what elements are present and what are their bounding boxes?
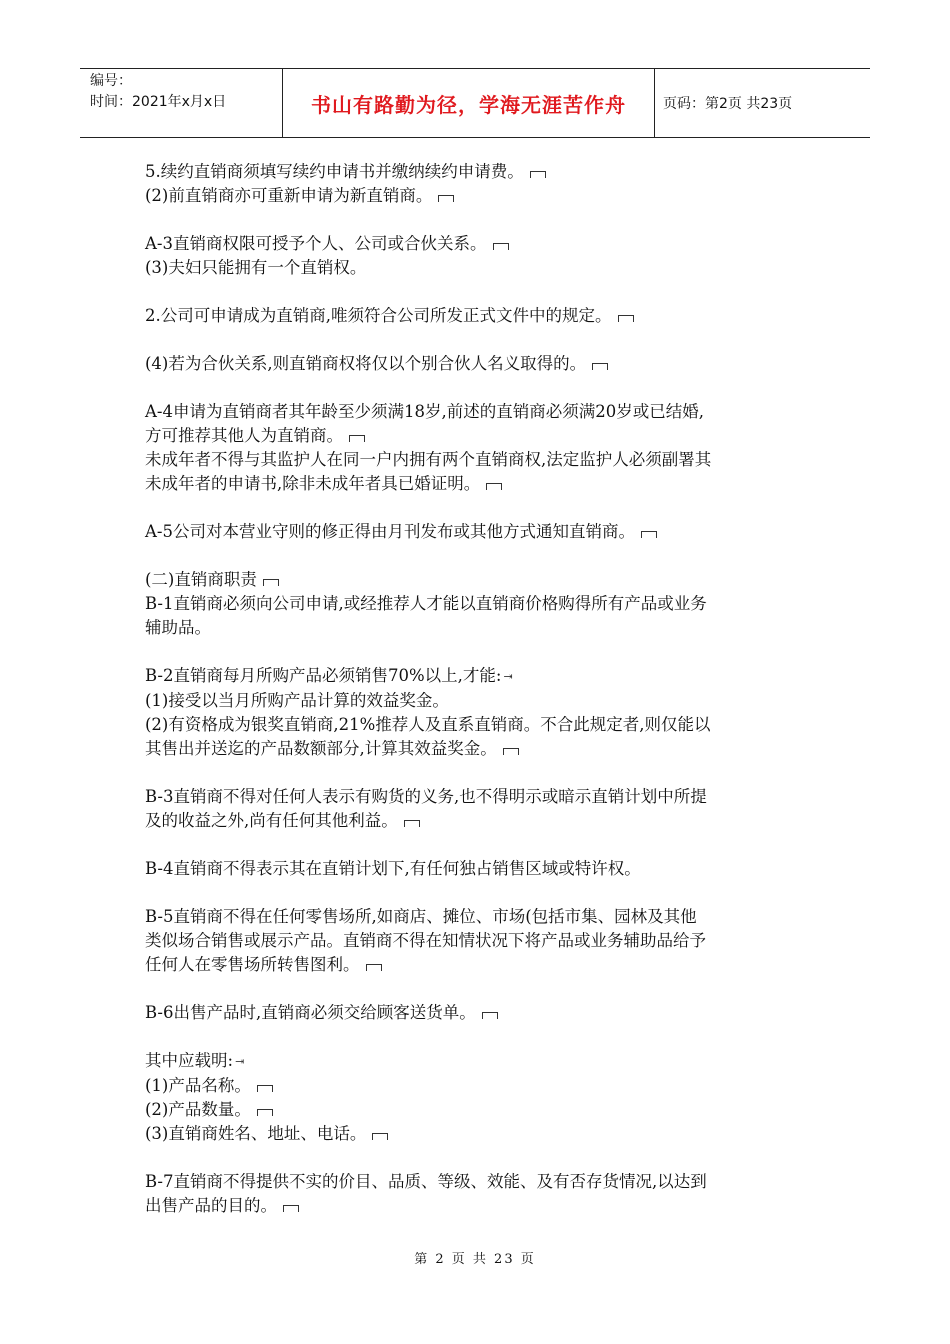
line-text: 出售产品的目的。 [145,1196,277,1215]
text-line [145,448,810,472]
line-text: (3)夫妇只能拥有一个直销权。 [145,258,367,277]
line-text: B-1直销商必须向公司申请,或经推荐人才能以直销商价格购得所有产品或业务 [145,594,707,613]
line-text: (1)产品名称。 [145,1076,251,1095]
text-line [145,1074,810,1098]
paragraph [145,232,810,280]
text-line [145,713,810,737]
text-line [145,664,810,689]
paragraph [145,857,810,881]
line-text: (1)接受以当月所购产品计算的效益奖金。 [145,691,449,710]
paragraph-mark-icon [404,820,420,827]
text-line [145,160,810,184]
line-text: B-5直销商不得在任何零售场所,如商店、摊位、市场(包括市集、园林及其他 [145,907,697,926]
header-meta [80,69,283,137]
paragraph [145,1001,810,1025]
text-line [145,520,810,544]
text-line [145,905,810,929]
text-line [145,857,810,881]
paragraph-mark-icon [372,1133,388,1140]
line-text: 类似场合销售或展示产品。直销商不得在知情状况下将产品或业务辅助品给予 [145,931,706,950]
line-text: 其售出并送迄的产品数额部分,计算其效益奖金。 [145,739,497,758]
paragraph [145,400,810,496]
text-line [145,953,810,977]
text-line [145,184,810,208]
text-line [145,929,810,953]
paragraph-mark-icon [283,1205,299,1212]
paragraph-mark-icon [493,243,509,250]
line-text: A-4申请为直销商者其年龄至少须满18岁,前述的直销商必须满20岁或已结婚, [145,402,704,421]
paragraph-mark-icon [641,531,657,538]
line-text: (4)若为合伙关系,则直销商权将仅以个别合伙人名义取得的。 [145,354,587,373]
paragraph-mark-icon [486,483,502,490]
line-text: A-5公司对本营业守则的修正得由月刊发布或其他方式通知直销商。 [145,522,635,541]
paragraph [145,520,810,544]
line-text: (2)产品数量。 [145,1100,251,1119]
paragraph-mark-icon [263,579,279,586]
line-text: B-7直销商不得提供不实的价目、品质、等级、效能、及有否存货情况,以达到 [145,1172,707,1191]
line-text: 2.公司可申请成为直销商,唯须符合公司所发正式文件中的规定。 [145,306,612,325]
document-body [145,160,810,1242]
line-text: 其中应载明: [145,1051,234,1070]
paragraph-mark-icon [438,195,454,202]
paragraph [145,785,810,833]
time-label: 时间：2021年x月x日 [90,94,227,110]
paragraph-mark-icon [503,748,519,755]
text-line [145,352,810,376]
line-text: (二)直销商职责 [145,570,257,589]
text-line [145,737,810,761]
text-line [145,400,810,424]
text-line [145,809,810,833]
paragraph [145,304,810,328]
line-text: 辅助品。 [145,618,211,637]
header-page-info: 页码：第2页 共23页 [663,96,793,112]
text-line [145,568,810,592]
tab-mark-icon: ⇥ [235,1055,245,1068]
line-text: B-3直销商不得对任何人表示有购货的义务,也不得明示或暗示直销计划中所提 [145,787,707,806]
paragraph-mark-icon [257,1085,273,1092]
paragraph-mark-icon [618,315,634,322]
paragraph [145,664,810,761]
text-line [145,1001,810,1025]
paragraph-mark-icon [257,1109,273,1116]
text-line [145,472,810,496]
code-label: 编号： [90,73,132,89]
line-text: 及的收益之外,尚有任何其他利益。 [145,811,398,830]
paragraph-mark-icon [349,435,365,442]
line-text: (2)有资格成为银奖直销商,21%推荐人及直系直销商。不合此规定者,则仅能以 [145,715,711,734]
line-text: (2)前直销商亦可重新申请为新直销商。 [145,186,433,205]
text-line [145,689,810,713]
text-line [145,1049,810,1074]
text-line [145,592,810,616]
line-text: 未成年者不得与其监护人在同一户内拥有两个直销商权,法定监护人必须副署其 [145,450,712,469]
text-line [145,424,810,448]
paragraph [145,568,810,640]
line-text: (3)直销商姓名、地址、电话。 [145,1124,367,1143]
paragraph [145,905,810,977]
text-line [145,1194,810,1218]
line-text: 5.续约直销商须填写续约申请书并缴纳续约申请费。 [145,162,524,181]
text-line [145,785,810,809]
line-text: 方可推荐其他人为直销商。 [145,426,343,445]
line-text: B-6出售产品时,直销商必须交给顾客送货单。 [145,1003,476,1022]
text-line [145,616,810,640]
text-line [145,304,810,328]
text-line [145,1122,810,1146]
tab-mark-icon: ⇥ [503,670,513,683]
paragraph-mark-icon [366,964,382,971]
page-header [80,68,870,138]
text-line [145,256,810,280]
paragraph-mark-icon [530,171,546,178]
line-text: B-2直销商每月所购产品必须销售70%以上,才能: [145,666,502,685]
line-text: 未成年者的申请书,除非未成年者具已婚证明。 [145,474,481,493]
text-line [145,1170,810,1194]
paragraph [145,160,810,208]
paragraph [145,352,810,376]
page-footer: 第 2 页 共 23 页 [414,1252,536,1267]
header-motto: 书山有路勤为径，学海无涯苦作舟 [283,69,655,137]
line-text: B-4直销商不得表示其在直销计划下,有任何独占销售区域或特许权。 [145,859,641,878]
line-text: A-3直销商权限可授予个人、公司或合伙关系。 [145,234,487,253]
line-text: 任何人在零售场所转售图利。 [145,955,360,974]
text-line [145,1098,810,1122]
paragraph [145,1170,810,1218]
paragraph-mark-icon [592,363,608,370]
paragraph [145,1049,810,1146]
text-line [145,232,810,256]
paragraph-mark-icon [482,1012,498,1019]
